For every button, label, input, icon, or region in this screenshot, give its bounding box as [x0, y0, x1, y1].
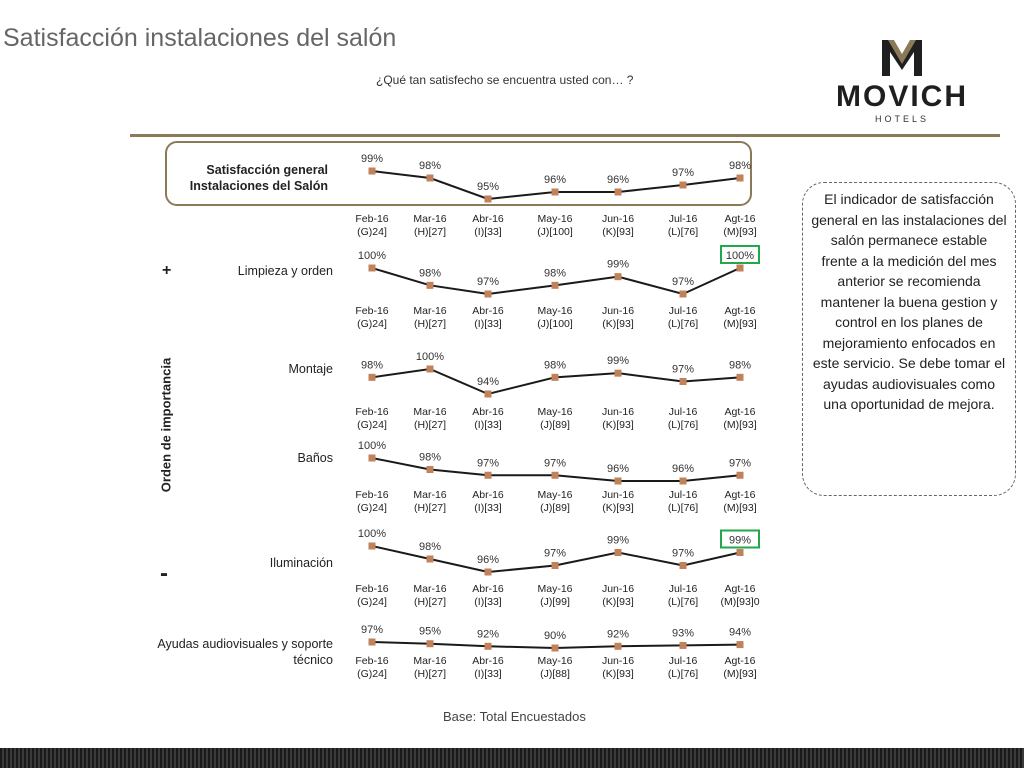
data-point	[427, 640, 434, 647]
data-label: 95%	[476, 181, 500, 193]
data-point	[369, 455, 376, 462]
data-label: 97%	[671, 547, 695, 560]
data-point	[680, 642, 687, 649]
data-point	[680, 182, 687, 189]
data-label: 100%	[357, 250, 387, 262]
data-label: 98%	[418, 160, 442, 172]
data-point	[552, 562, 559, 569]
data-point	[369, 168, 376, 175]
tick-label: Jul-16 (L)[76]	[667, 213, 699, 238]
tick-label: Jun-16 (K)[93]	[601, 305, 635, 330]
row-label-lighting: Iluminación	[269, 556, 333, 570]
tick-label: Abr-16 (I)[33]	[472, 655, 504, 680]
data-label: 98%	[543, 359, 567, 372]
tick-label: Abr-16 (I)[33]	[472, 406, 504, 431]
data-point	[737, 374, 744, 381]
data-point	[737, 641, 744, 648]
data-label: 92%	[476, 628, 500, 641]
tick-label: Mar-16 (H)[27]	[413, 406, 447, 431]
data-point	[552, 282, 559, 289]
data-label: 98%	[543, 267, 567, 280]
tick-label: Agt-16 (M)[93]0	[720, 583, 760, 608]
data-label: 96%	[476, 554, 500, 566]
tick-label: Feb-16 (G)24]	[355, 213, 389, 238]
data-label: 99%	[606, 258, 630, 271]
data-label: 97%	[360, 624, 384, 636]
data-point	[552, 645, 559, 652]
data-label: 97%	[671, 167, 695, 179]
tick-label: May-16 (J)[89]	[537, 489, 573, 514]
data-point	[615, 478, 622, 485]
data-point	[485, 196, 492, 203]
tick-label: Agt-16 (M)[93]	[723, 406, 757, 431]
tick-label: Abr-16 (I)[33]	[472, 213, 504, 238]
row-label-setup: Montaje	[288, 362, 333, 376]
data-label: 97%	[728, 457, 752, 470]
data-point	[427, 366, 434, 373]
data-point	[552, 189, 559, 196]
importance-axis-title: Orden de importancia	[158, 357, 174, 493]
data-point	[615, 549, 622, 556]
data-label: 92%	[606, 628, 630, 641]
insight-note: El indicador de satisfacción general en las instalaciones del salón permanece estable frente a la medición del mes anterior se recomienda mantener la buena gestion y control en los planes de mejoramiento enfocados en este servicio. Se debe tomar el ayudas audiovisuales como una oportunidad de mejora.	[802, 182, 1016, 496]
data-label: 97%	[476, 457, 500, 470]
tick-label: Jul-16 (L)[76]	[667, 655, 699, 680]
data-label: 94%	[476, 376, 500, 388]
data-label: 94%	[728, 626, 752, 639]
data-point	[369, 543, 376, 550]
tick-label: May-16 (J)[88]	[537, 655, 573, 680]
data-label: 100%	[357, 440, 387, 452]
data-point	[615, 643, 622, 650]
tick-label: Agt-16 (M)[93]	[723, 213, 757, 238]
data-label: 96%	[543, 174, 567, 186]
data-label: 98%	[728, 160, 752, 172]
tick-label: Abr-16 (I)[33]	[472, 489, 504, 514]
data-point	[737, 549, 744, 556]
logo-tagline: HOTELS	[874, 114, 929, 124]
tick-label: Feb-16 (G)24]	[355, 406, 389, 431]
tick-label: Mar-16 (H)[27]	[413, 489, 447, 514]
data-point	[427, 282, 434, 289]
data-point	[485, 472, 492, 479]
data-point	[485, 569, 492, 576]
tick-label: May-16 (J)[89]	[537, 406, 573, 431]
tick-label: Feb-16 (G)24]	[355, 489, 389, 514]
data-label: 98%	[728, 359, 752, 372]
data-label: 96%	[606, 174, 630, 186]
data-label: 90%	[543, 630, 567, 642]
data-label: 100%	[725, 250, 755, 262]
data-point	[737, 472, 744, 479]
page-title: Satisfacción instalaciones del salón	[3, 24, 397, 52]
base-footnote: Base: Total Encuestados	[443, 709, 586, 724]
tick-label: Abr-16 (I)[33]	[472, 583, 504, 608]
data-point	[680, 478, 687, 485]
data-label: 93%	[671, 627, 695, 640]
tick-label: Feb-16 (G)24]	[355, 305, 389, 330]
data-point	[369, 265, 376, 272]
data-point	[552, 472, 559, 479]
tick-label: Agt-16 (M)[93]	[723, 305, 757, 330]
data-point	[680, 378, 687, 385]
data-label: 96%	[606, 463, 630, 475]
data-point	[369, 374, 376, 381]
data-point	[615, 273, 622, 280]
data-point	[737, 175, 744, 182]
importance-high-marker: +	[162, 262, 172, 279]
data-label: 98%	[418, 541, 442, 553]
data-label: 99%	[606, 355, 630, 368]
survey-question: ¿Qué tan satisfecho se encuentra usted con… ?	[376, 73, 634, 87]
tick-label: Feb-16 (G)24]	[355, 655, 389, 680]
data-point	[737, 265, 744, 272]
tick-label: Jul-16 (L)[76]	[667, 305, 699, 330]
tick-label: Feb-16 (G)24]	[355, 583, 389, 608]
data-point	[427, 466, 434, 473]
data-label: 97%	[671, 276, 695, 288]
importance-low-marker: -	[160, 560, 168, 587]
data-point	[680, 562, 687, 569]
data-label: 99%	[606, 534, 630, 547]
tick-label: May-16 (J)[100]	[537, 305, 573, 330]
data-point	[485, 643, 492, 650]
tick-label: Jun-16 (K)[93]	[601, 655, 635, 680]
row-label-restrooms: Baños	[297, 451, 333, 465]
data-label: 99%	[728, 534, 752, 547]
data-point	[485, 291, 492, 298]
tick-label: Mar-16 (H)[27]	[413, 305, 447, 330]
data-point	[485, 391, 492, 398]
tick-label: Mar-16 (H)[27]	[413, 583, 447, 608]
tick-label: May-16 (J)[99]	[537, 583, 573, 608]
data-label: 96%	[671, 463, 695, 475]
data-label: 97%	[476, 276, 500, 288]
tick-label: Jun-16 (K)[93]	[601, 406, 635, 431]
data-point	[427, 175, 434, 182]
tick-label: Agt-16 (M)[93]	[723, 489, 757, 514]
tick-label: May-16 (J)[100]	[537, 213, 573, 238]
tick-label: Jul-16 (L)[76]	[667, 406, 699, 431]
data-label: 97%	[543, 457, 567, 470]
tick-label: Mar-16 (H)[27]	[413, 213, 447, 238]
tick-label: Agt-16 (M)[93]	[723, 655, 757, 680]
data-label: 98%	[418, 451, 442, 464]
data-label: 95%	[418, 625, 442, 638]
tick-label: Abr-16 (I)[33]	[472, 305, 504, 330]
tick-label: Mar-16 (H)[27]	[413, 655, 447, 680]
data-label: 98%	[360, 359, 384, 372]
row-label-cleaning: Limpieza y orden	[237, 264, 333, 278]
row-label-audiovisual: Ayudas audiovisuales y soporte técnico	[157, 637, 333, 667]
tick-label: Jun-16 (K)[93]	[601, 213, 635, 238]
data-label: 99%	[360, 153, 384, 165]
row-label-overall: Satisfacción general Instalaciones del Salón	[189, 163, 328, 193]
data-point	[615, 189, 622, 196]
data-label: 97%	[543, 547, 567, 560]
tick-label: Jun-16 (K)[93]	[601, 489, 635, 514]
tick-label: Jul-16 (L)[76]	[667, 489, 699, 514]
data-label: 97%	[671, 363, 695, 376]
tick-label: Jul-16 (L)[76]	[667, 583, 699, 608]
data-point	[369, 639, 376, 646]
data-point	[680, 291, 687, 298]
data-label: 100%	[357, 528, 387, 540]
tick-label: Jun-16 (K)[93]	[601, 583, 635, 608]
data-label: 100%	[415, 351, 445, 363]
data-point	[615, 370, 622, 377]
data-label: 98%	[418, 267, 442, 280]
data-point	[552, 374, 559, 381]
logo-wordmark: MOVICH	[836, 80, 968, 113]
data-point	[427, 556, 434, 563]
